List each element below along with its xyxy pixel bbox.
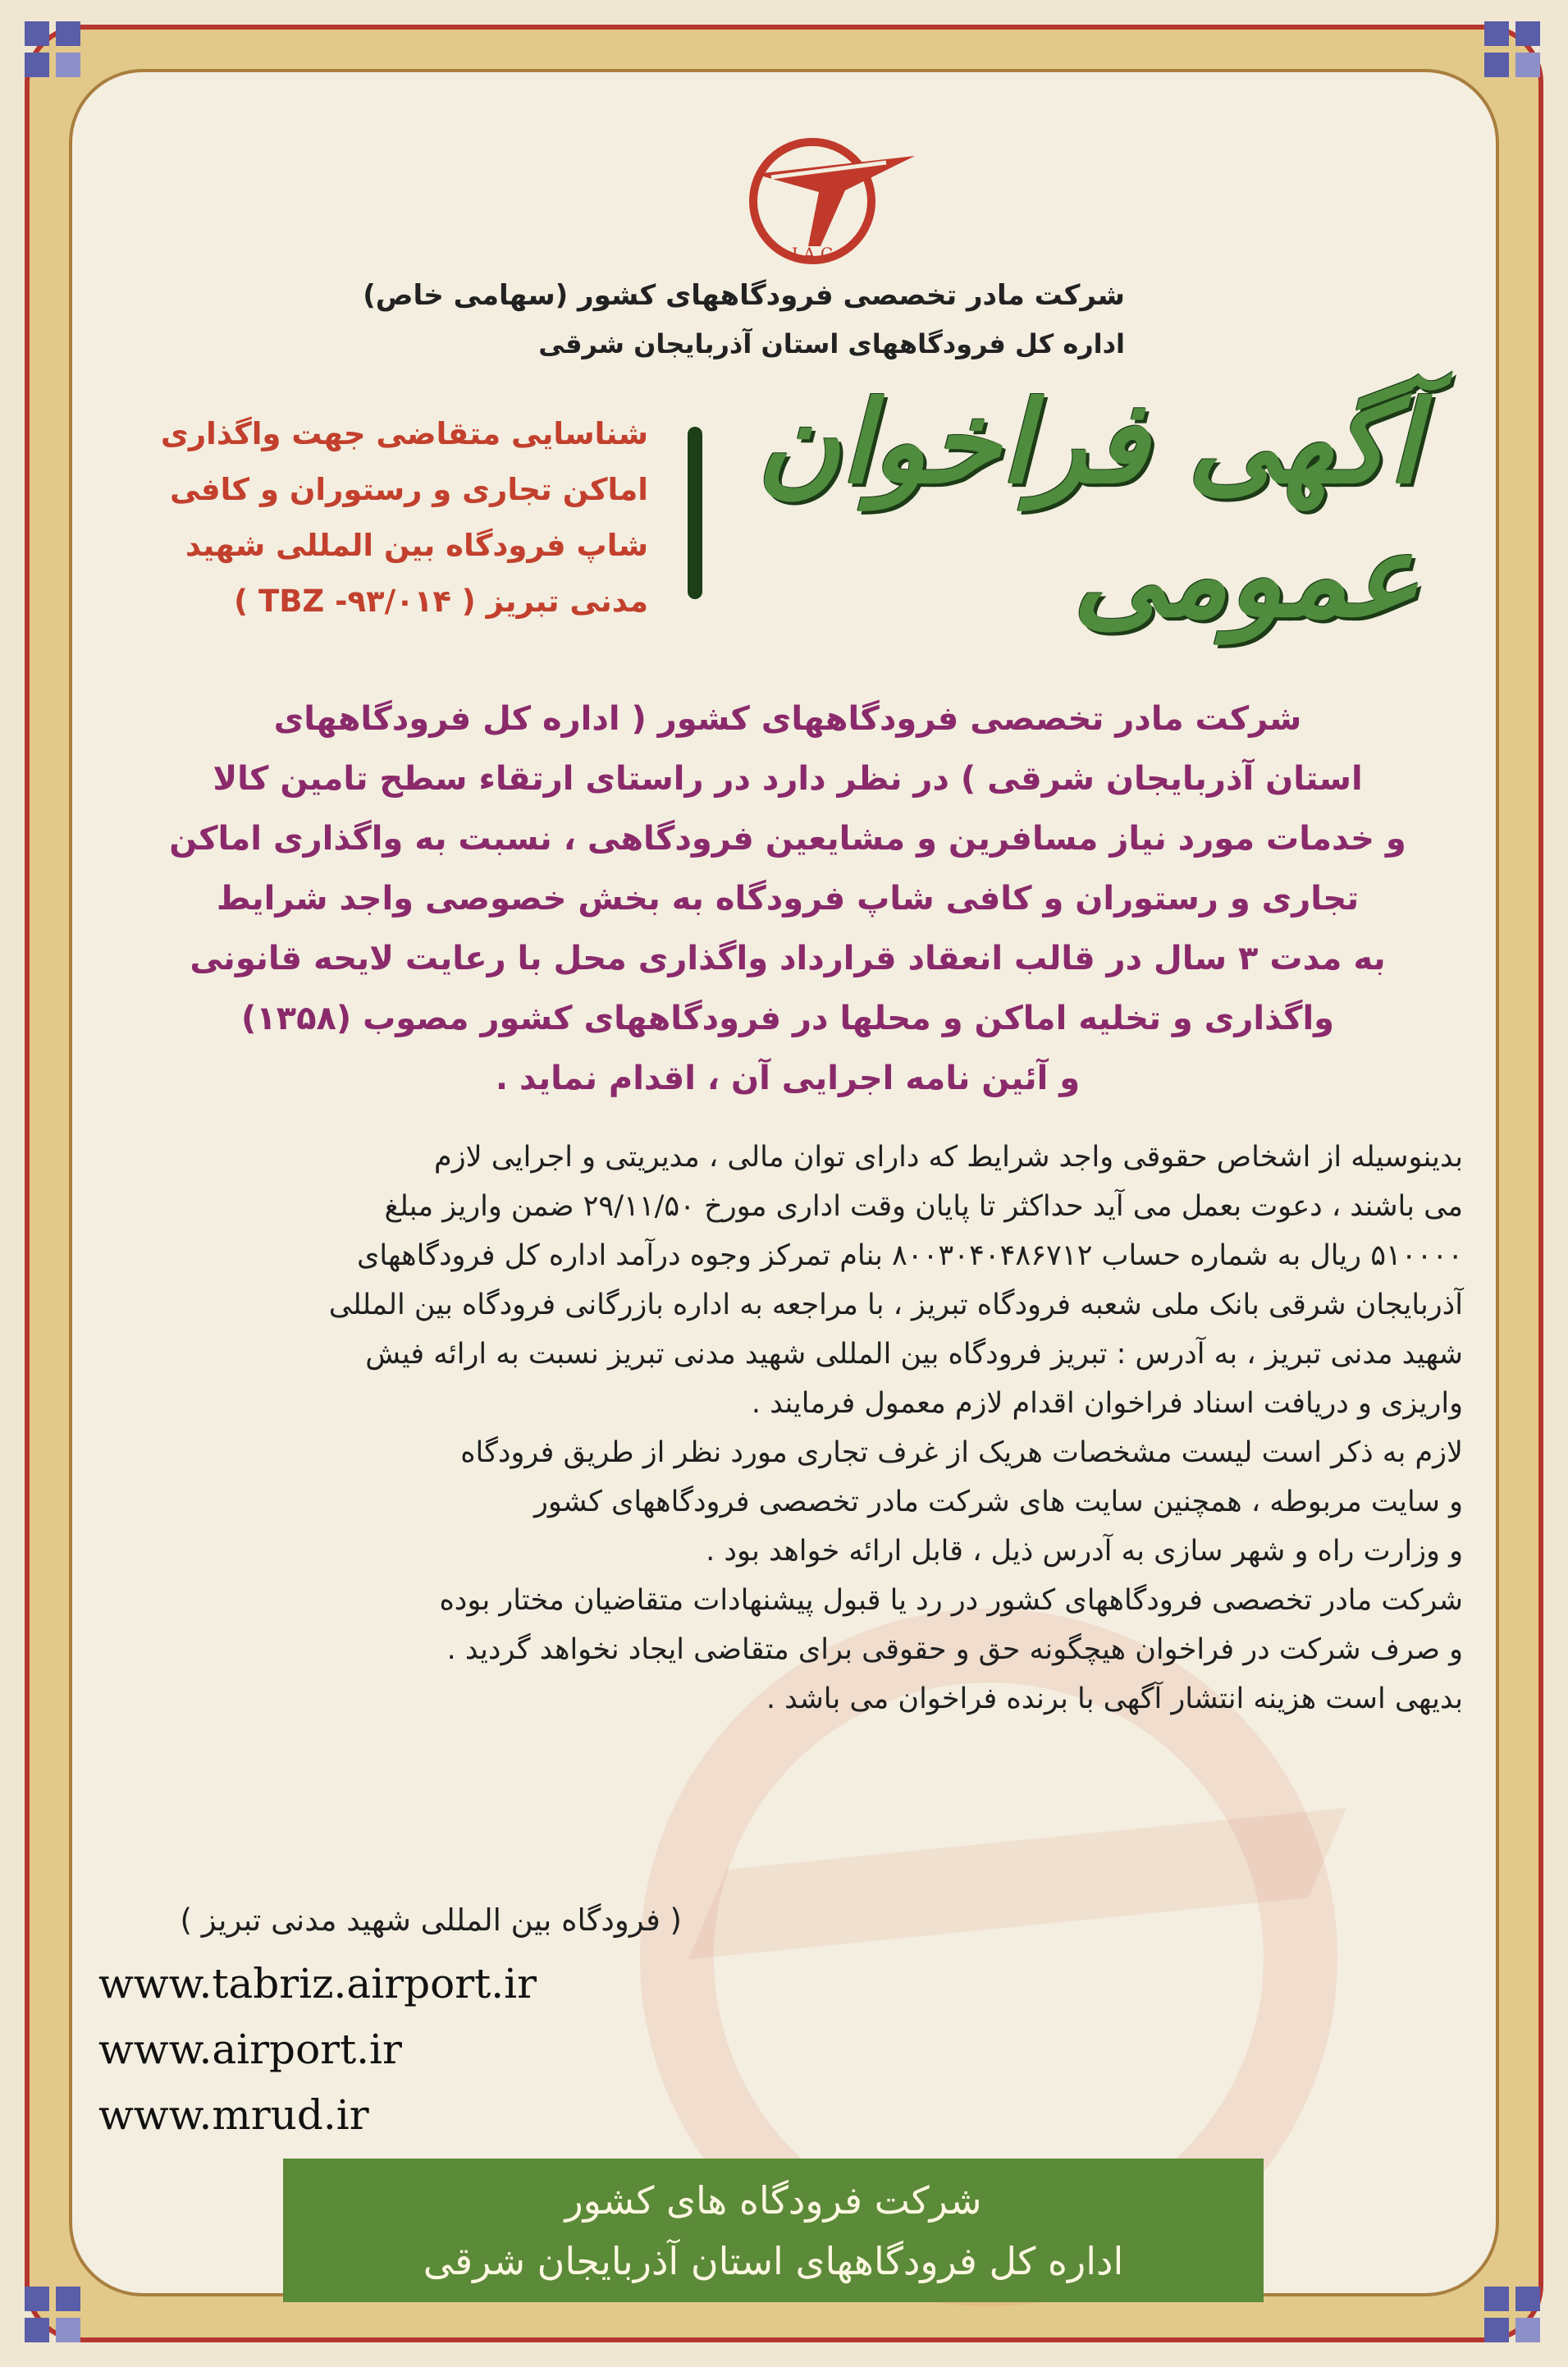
- iac-logo: [722, 123, 919, 267]
- body-line: می باشند ، دعوت بعمل می آید حداکثر تا پایان وقت اداری مورخ ۲۹/۱۱/۵۰ ضمن واریز مبلغ: [384, 1190, 1463, 1223]
- title-divider: [688, 427, 702, 599]
- body-line: بدینوسیله از اشخاص حقوقی واجد شرایط که دارای توان مالی ، مدیریتی و اجرایی لازم: [434, 1141, 1463, 1174]
- body-line: شهید مدنی تبریز ، به آدرس : تبریز فرودگاه بین المللی شهید مدنی تبریز نسبت به ارائه فیش: [365, 1338, 1463, 1371]
- signature: ( فرودگاه بین المللی شهید مدنی تبریز ): [180, 1902, 682, 1938]
- body-text: [97, 1133, 1463, 1724]
- intro-line: و خدمات مورد نیاز مسافرین و مشایعین فرودگاهی ، نسبت به واگذاری اماکن: [169, 820, 1406, 858]
- company-name: شرکت مادر تخصصی فرودگاههای کشور (سهامی خاص): [363, 279, 1125, 312]
- body-line: و وزارت راه و شهر سازی به آدرس ذیل ، قابل ارائه خواهد بود .: [706, 1535, 1463, 1568]
- notice-subject: [156, 406, 648, 630]
- intro-line: به مدت ۳ سال در قالب انعقاد قرارداد واگذاری محل با رعایت لایحه قانونی: [190, 940, 1386, 977]
- url-airport[interactable]: www.airport.ir: [98, 2026, 402, 2073]
- notice-title: آگهی فراخوان عمومی: [757, 375, 1419, 643]
- logo-text: I A C: [791, 244, 834, 263]
- subject-line: شناسایی متقاضی جهت واگذاری: [160, 416, 648, 451]
- footer-line-1: شرکت فرودگاه های کشور: [565, 2177, 982, 2223]
- url-tabriz-airport[interactable]: www.tabriz.airport.ir: [98, 1960, 537, 2008]
- corner-ornament-bottom-left: [25, 2287, 84, 2346]
- corner-ornament-bottom-right: [1484, 2287, 1543, 2346]
- subject-line: شاپ فرودگاه بین المللی شهید: [185, 528, 648, 563]
- subject-line: اماکن تجاری و رستوران و کافی: [170, 472, 648, 507]
- intro-line: واگذاری و تخلیه اماکن و محلها در فرودگاههای کشور مصوب (۱۳۵۸): [240, 1000, 1335, 1037]
- intro-line: استان آذربایجان شرقی ) در نظر دارد در راستای ارتقاء سطح تامین کالا: [213, 760, 1363, 798]
- intro-line: و آئین نامه اجرایی آن ، اقدام نماید .: [495, 1060, 1081, 1097]
- subject-line: مدنی تبریز ( TBZ -۹۳/۰۱۴ ): [234, 584, 648, 619]
- body-line: آذربایجان شرقی بانک ملی شعبه فرودگاه تبریز ، با مراجعه به اداره بازرگانی فرودگاه بین المللی: [328, 1289, 1463, 1321]
- body-line: واریزی و دریافت اسناد فراخوان اقدام لازم معمول فرمایند .: [751, 1387, 1463, 1420]
- url-mrud[interactable]: www.mrud.ir: [98, 2091, 369, 2139]
- footer-line-2: اداره کل فرودگاههای استان آذربایجان شرقی: [423, 2238, 1124, 2283]
- office-name: اداره کل فرودگاههای استان آذربایجان شرقی: [538, 328, 1125, 359]
- corner-ornament-top-left: [25, 21, 84, 80]
- intro-line: تجاری و رستوران و کافی شاپ فرودگاه به بخش خصوصی واجد شرایط: [216, 880, 1360, 918]
- intro-paragraph: [123, 689, 1452, 1109]
- intro-line: شرکت مادر تخصصی فرودگاههای کشور ( اداره کل فرودگاههای: [273, 700, 1302, 738]
- corner-ornament-top-right: [1484, 21, 1543, 80]
- body-line: شرکت مادر تخصصی فرودگاههای کشور در رد یا قبول پیشنهادات متقاضیان مختار بوده: [439, 1584, 1463, 1617]
- body-line: بدیهی است هزینه انتشار آگهی با برنده فراخوان می باشد .: [766, 1683, 1463, 1715]
- body-line: لازم به ذکر است لیست مشخصات هریک از غرف تجاری مورد نظر از طریق فرودگاه: [460, 1436, 1463, 1469]
- footer-banner: [283, 2159, 1264, 2302]
- body-line: و سایت مربوطه ، همچنین سایت های شرکت مادر تخصصی فرودگاههای کشور: [534, 1486, 1463, 1518]
- body-line: ۵۱۰۰۰۰ ریال به شماره حساب ۸۰۰۳۰۴۰۴۸۶۷۱۲ بنام تمرکز وجوه درآمد اداره کل فرودگاههای: [356, 1239, 1463, 1272]
- body-line: و صرف شرکت در فراخوان هیچگونه حق و حقوقی برای متقاضی ایجاد نخواهد گردید .: [446, 1633, 1463, 1666]
